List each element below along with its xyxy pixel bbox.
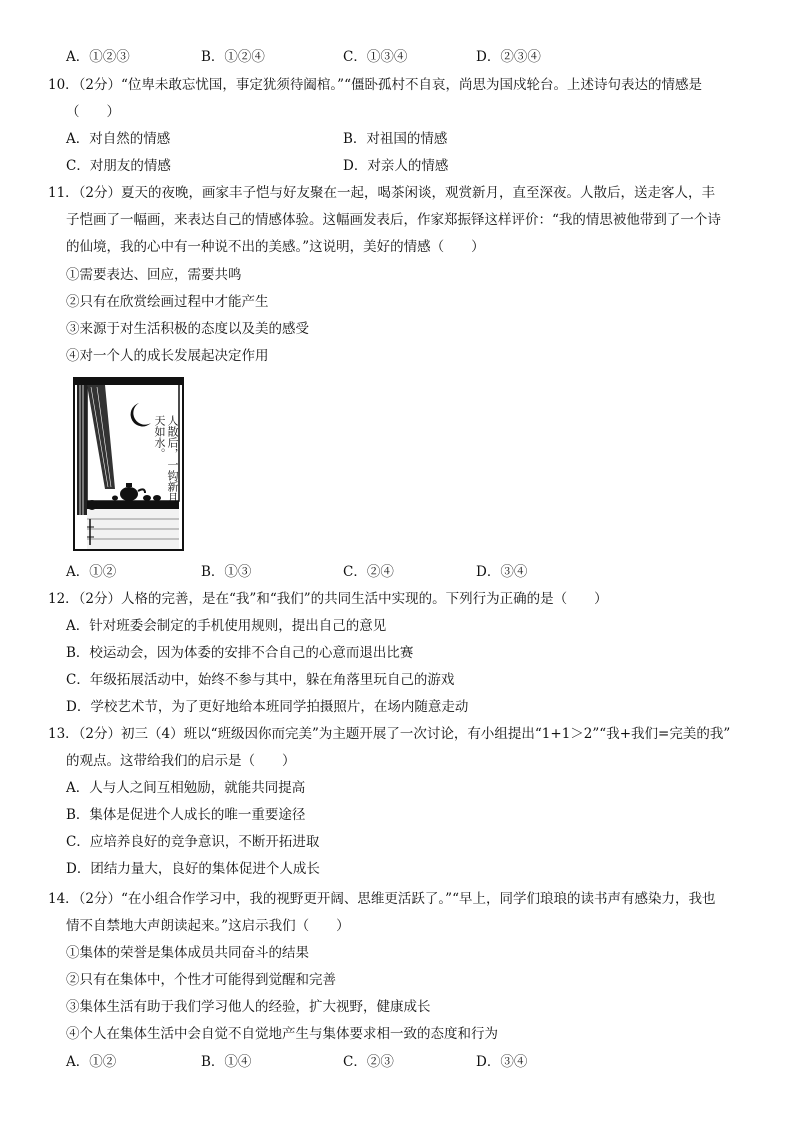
q14-item-2: ②只有在集体中，个性才可能得到觉醒和完善 — [66, 972, 336, 988]
painting-caption-col1: 人散后，一钩新月 — [166, 415, 179, 503]
q11-stem-line3: 的仙境，我的心中有一种说不出的美感。”这说明，美好的情感（ ） — [66, 239, 485, 255]
q13-stem-line1: 13．（2分）初三（4）班以“班级因你而完美”为主题开展了一次讨论，有小组提出“1+1＞2”“我+我们=完美的我” — [48, 726, 731, 742]
q11-item-1: ①需要表达、回应，需要共鸣 — [66, 267, 242, 283]
q14-item-4: ④个人在集体生活中会自觉不自觉地产生与集体要求相一致的态度和行为 — [66, 1026, 498, 1042]
q12-option-c[interactable]: C．年级拓展活动中，始终不参与其中，躲在角落里玩自己的游戏 — [66, 672, 455, 688]
q14-item-1: ①集体的荣誉是集体成员共同奋斗的结果 — [66, 945, 309, 961]
q11-item-2: ②只有在欣赏绘画过程中才能产生 — [66, 294, 269, 310]
painting-illustration — [73, 377, 184, 551]
q12-option-d[interactable]: D．学校艺术节，为了更好地给本班同学拍摄照片，在场内随意走动 — [66, 699, 469, 715]
q12-option-a[interactable]: A．针对班委会制定的手机使用规则，提出自己的意见 — [66, 618, 387, 634]
q13-option-a[interactable]: A．人与人之间互相勉励，就能共同提高 — [66, 780, 306, 796]
q13-option-d[interactable]: D．团结力量大，良好的集体促进个人成长 — [66, 861, 320, 877]
q11-option-b[interactable]: B．①③ — [201, 564, 252, 580]
q10-option-a[interactable]: A．对自然的情感 — [66, 131, 171, 147]
q11-stem-line1: 11．（2分）夏天的夜晚，画家丰子恺与好友聚在一起，喝茶闲谈，观赏新月，直至深夜。人散后，送走客人，丰 — [48, 185, 716, 201]
q11-option-d[interactable]: D．③④ — [476, 564, 528, 580]
q14-option-a[interactable]: A．①② — [66, 1054, 117, 1070]
q14-option-b[interactable]: B．①④ — [201, 1054, 252, 1070]
q11-option-c[interactable]: C．②④ — [343, 564, 394, 580]
q10-option-b[interactable]: B．对祖国的情感 — [343, 131, 448, 147]
q9-option-d[interactable]: D．②③④ — [476, 49, 541, 65]
q11-item-3: ③来源于对生活积极的态度以及美的感受 — [66, 321, 309, 337]
q13-option-c[interactable]: C．应培养良好的竞争意识，不断开拓进取 — [66, 834, 320, 850]
q11-item-4: ④对一个人的成长发展起决定作用 — [66, 348, 269, 364]
q9-option-c[interactable]: C．①③④ — [343, 49, 408, 65]
q14-option-c[interactable]: C．②③ — [343, 1054, 394, 1070]
q14-stem-line2: 情不自禁地大声朗读起来。”这启示我们（ ） — [66, 918, 350, 934]
painting-caption-col2: 天如水。 — [153, 415, 166, 459]
q12-stem: 12．（2分）人格的完善，是在“我”和“我们”的共同生活中实现的。下列行为正确的是（ ） — [48, 591, 608, 607]
q10-stem-line1: 10．（2分）“位卑未敢忘忧国，事定犹须待阖棺。”“僵卧孤村不自哀，尚思为国戍轮台。上述诗句表达的情感是 — [48, 77, 702, 93]
q11-stem-line2: 子恺画了一幅画，来表达自己的情感体验。这幅画发表后，作家郑振铎这样评价：“我的情思被他带到了一个诗 — [66, 212, 721, 228]
q14-option-d[interactable]: D．③④ — [476, 1054, 528, 1070]
q14-stem-line1: 14．（2分）“在小组合作学习中，我的视野更开阔、思维更活跃了。”“早上，同学们琅琅的读书声有感染力，我也 — [48, 891, 716, 907]
q9-option-b[interactable]: B．①②④ — [201, 49, 265, 65]
q14-item-3: ③集体生活有助于我们学习他人的经验，扩大视野，健康成长 — [66, 999, 431, 1015]
q10-option-d[interactable]: D．对亲人的情感 — [343, 158, 449, 174]
q10-stem-line2: （ ） — [66, 104, 120, 120]
q10-option-c[interactable]: C．对朋友的情感 — [66, 158, 171, 174]
q11-option-a[interactable]: A．①② — [66, 564, 117, 580]
q9-option-a[interactable]: A．①②③ — [66, 49, 130, 65]
q12-option-b[interactable]: B．校运动会，因为体委的安排不合自己的心意而退出比赛 — [66, 645, 414, 661]
q13-stem-line2: 的观点。这带给我们的启示是（ ） — [66, 753, 296, 769]
q13-option-b[interactable]: B．集体是促进个人成长的唯一重要途径 — [66, 807, 306, 823]
